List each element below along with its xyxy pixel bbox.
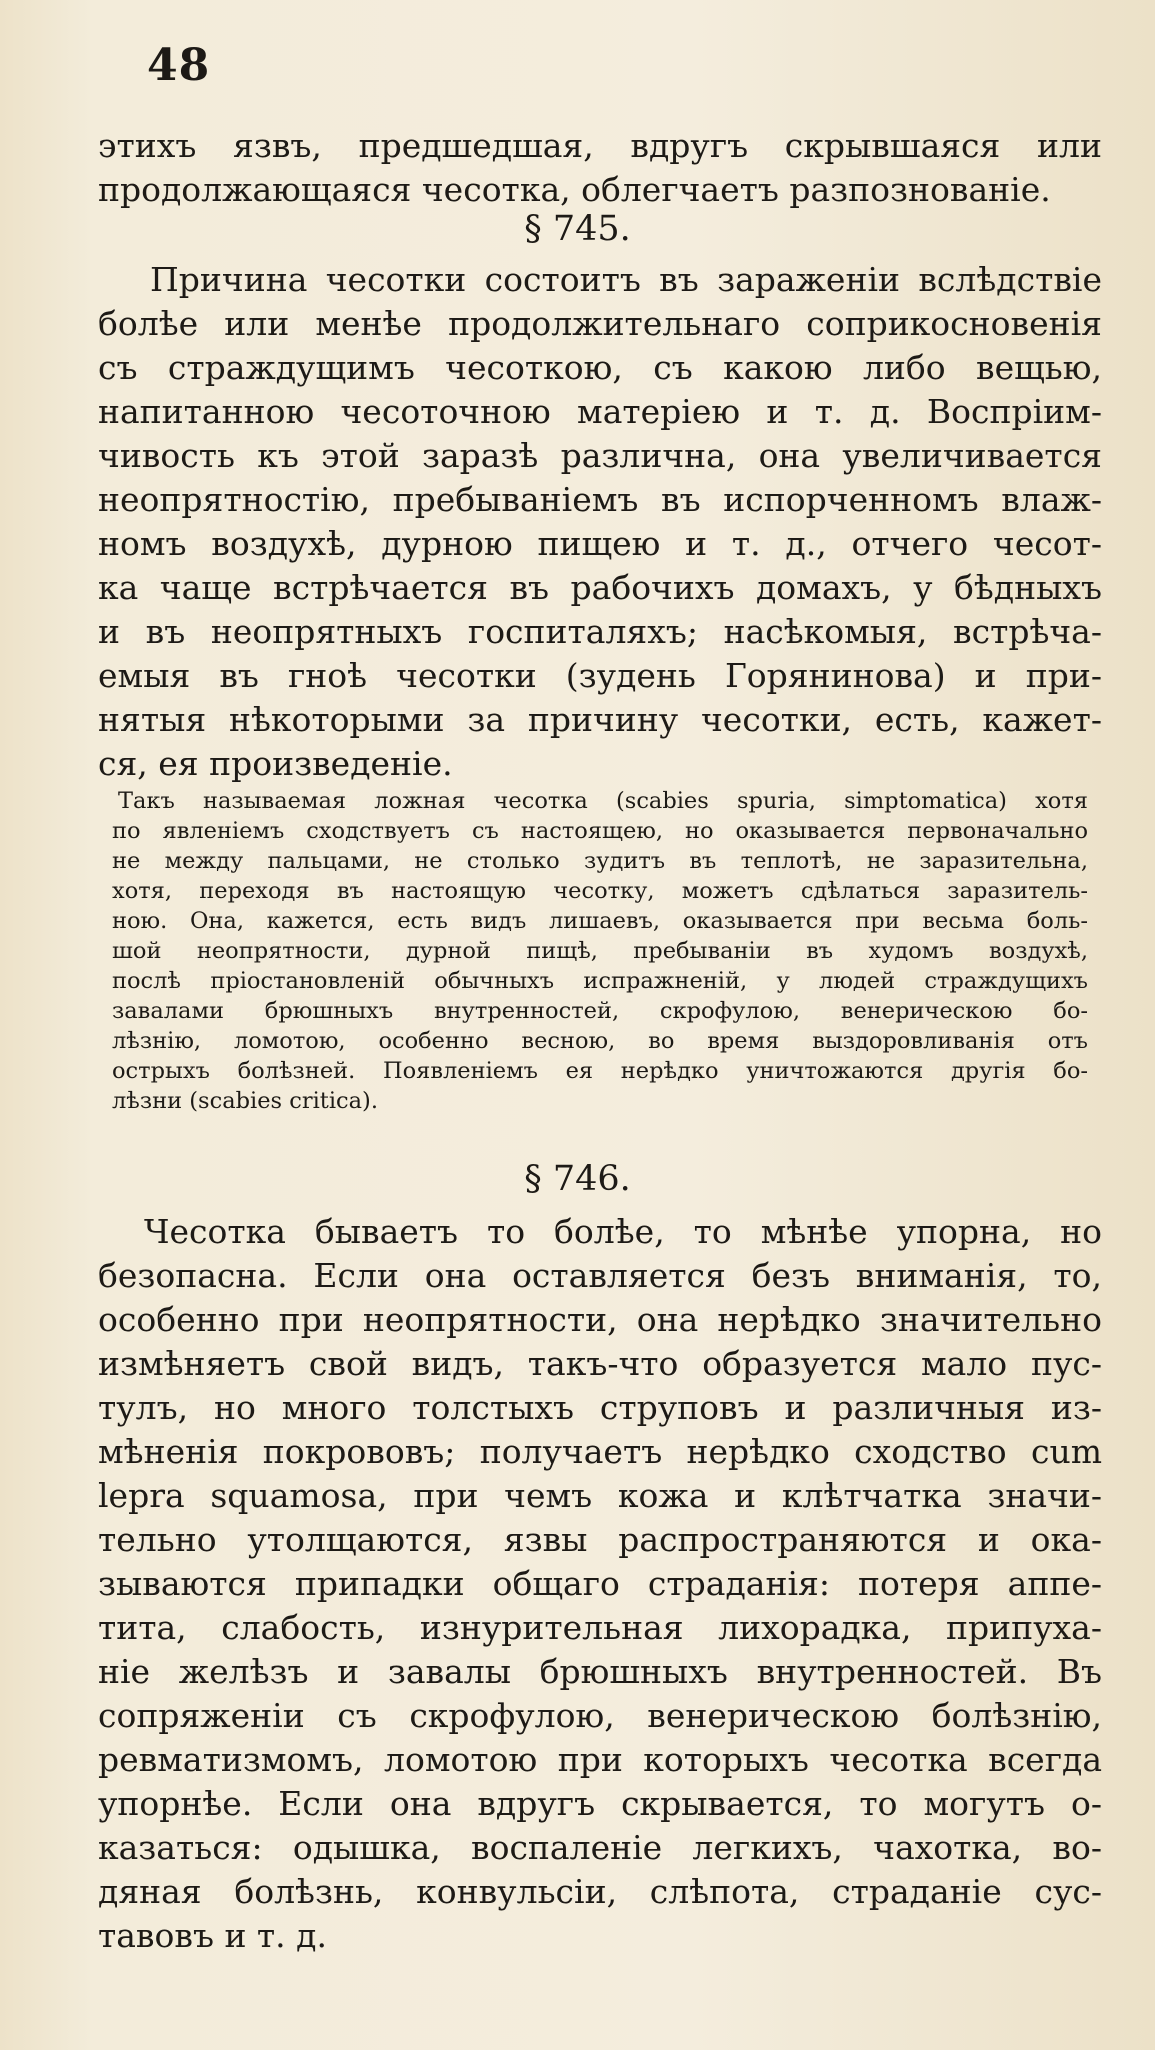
- text-line: этихъ язвъ, предшедшая, вдругъ скрывшаяся или: [98, 126, 1102, 165]
- note-line: по явленіемъ сходствуетъ съ настоящею, но оказывается первоначально: [112, 818, 1088, 844]
- note-line: завалами брюшныхъ внутренностей, скрофулою, венерическою бо-: [112, 998, 1088, 1024]
- text-line: и въ неопрятныхъ госпиталяхъ; насѣкомыя, встрѣча-: [98, 612, 1102, 651]
- text-line: ніе желѣзъ и завалы брюшныхъ внутренностей. Въ: [98, 1652, 1102, 1691]
- text-line: напитанною чесоточною матеріею и т. д. Воспріим-: [98, 392, 1102, 431]
- note-line: послѣ пріостановленій обычныхъ испражненій, у людей страждущихъ: [112, 968, 1088, 994]
- text-line: нятыя нѣкоторыми за причину чесотки, есть, кажет-: [98, 700, 1102, 739]
- note-line: острыхъ болѣзней. Появленіемъ ея нерѣдко уничтожаются другія бо-: [112, 1058, 1088, 1084]
- text-line: неопрятностію, пребываніемъ въ испорченномъ влаж-: [98, 480, 1102, 519]
- text-line: ка чаще встрѣчается въ рабочихъ домахъ, у бѣдныхъ: [98, 568, 1102, 607]
- note-line: ною. Она, кажется, есть видъ лишаевъ, оказывается при весьма боль-: [112, 908, 1088, 934]
- note-line: лѣзнію, ломотою, особенно весною, во время выздоровливанія отъ: [112, 1028, 1088, 1054]
- text-line: чивость къ этой заразѣ различна, она увеличивается: [98, 436, 1102, 475]
- text-line: номъ воздухѣ, дурною пищею и т. д., отчего чесот-: [98, 524, 1102, 563]
- note-line: не между пальцами, не столько зудитъ въ теплотѣ, не заразительна,: [112, 848, 1088, 874]
- text-line: болѣе или менѣе продолжительнаго соприкосновенія: [98, 304, 1102, 343]
- page-number: 48: [147, 40, 211, 91]
- section-heading-745: § 745.: [524, 209, 631, 249]
- section-745-paragraph: [98, 258, 1102, 786]
- footnote-paragraph: [112, 786, 1088, 1116]
- text-line: съ страждущимъ чесоткою, съ какою либо вещью,: [98, 348, 1102, 387]
- section-746-paragraph: [98, 1210, 1102, 1958]
- text-line: ся, ея произведеніе.: [98, 744, 453, 783]
- text-line: продолжающаяся чесотка, облегчаетъ разпознованіе.: [98, 170, 1051, 209]
- text-line: измѣняетъ свой видъ, такъ-что образуется мало пус-: [98, 1344, 1102, 1383]
- text-line: тавовъ и т. д.: [98, 1916, 327, 1955]
- note-line: лѣзни (scabies critica).: [112, 1088, 378, 1114]
- text-line: Причина чесотки состоитъ въ зараженіи вслѣдствіе: [150, 260, 1102, 299]
- text-line: lepra squamosa, при чемъ кожа и клѣтчатка значи-: [98, 1476, 1102, 1515]
- text-line: тельно утолщаются, язвы распространяются и ока-: [98, 1520, 1102, 1559]
- text-line: тита, слабость, изнурительная лихорадка, припуха-: [98, 1608, 1102, 1647]
- note-line: хотя, переходя въ настоящую чесотку, можетъ сдѣлаться заразитель-: [112, 878, 1088, 904]
- text-line: безопасна. Если она оставляется безъ вниманія, то,: [98, 1256, 1102, 1295]
- text-line: ревматизмомъ, ломотою при которыхъ чесотка всегда: [98, 1740, 1102, 1779]
- text-line: сопряженіи съ скрофулою, венерическою болѣзнію,: [98, 1696, 1102, 1735]
- section-heading-746: § 746.: [524, 1159, 631, 1199]
- text-line: зываются припадки общаго страданія: потеря аппе-: [98, 1564, 1102, 1603]
- note-line: Такъ называемая ложная чесотка (scabies spuria, simptomatica) хотя: [118, 788, 1088, 814]
- intro-paragraph: [98, 124, 1102, 212]
- text-line: казаться: одышка, воспаленіе легкихъ, чахотка, во-: [98, 1828, 1102, 1867]
- text-line: особенно при неопрятности, она нерѣдко значительно: [98, 1300, 1102, 1339]
- note-line: шой неопрятности, дурной пищѣ, пребываніи въ худомъ воздухѣ,: [112, 938, 1088, 964]
- text-line: дяная болѣзнь, конвульсіи, слѣпота, страданіе сус-: [98, 1872, 1102, 1911]
- text-line: упорнѣе. Если она вдругъ скрывается, то могутъ о-: [98, 1784, 1102, 1823]
- text-line: мѣненія покрововъ; получаетъ нерѣдко сходство cum: [98, 1432, 1102, 1471]
- text-line: Чесотка бываетъ то болѣе, то мѣнѣе упорна, но: [144, 1212, 1102, 1251]
- text-line: тулъ, но много толстыхъ струповъ и различныя из-: [98, 1388, 1102, 1427]
- text-line: емыя въ гноѣ чесотки (зудень Горянинова) и при-: [98, 656, 1102, 695]
